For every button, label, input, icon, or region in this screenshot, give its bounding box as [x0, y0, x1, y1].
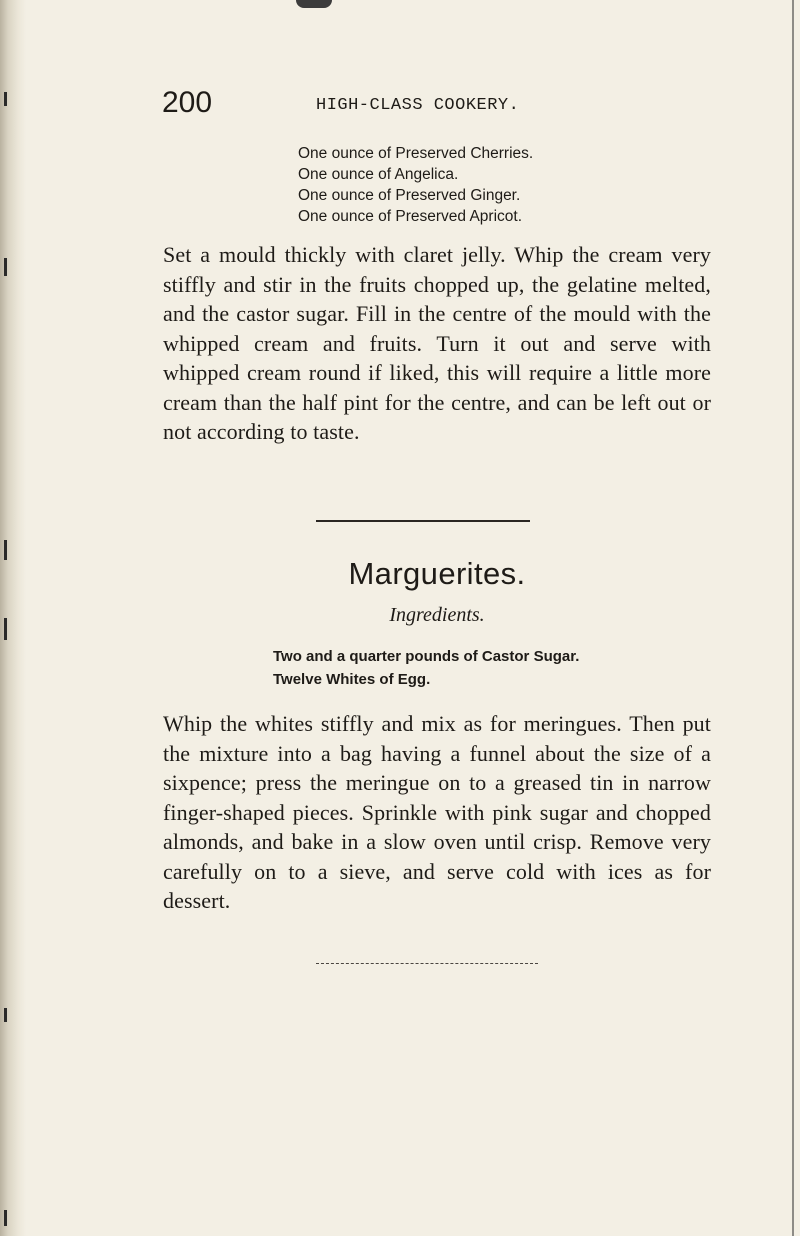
recipe-title: Marguerites.: [348, 556, 526, 591]
binding-mark: [4, 540, 7, 560]
page-number: 200: [162, 86, 213, 119]
ingredient-line: Twelve Whites of Egg.: [273, 671, 431, 688]
binding-mark: [4, 258, 7, 276]
binding-mark: [4, 1210, 7, 1226]
section-divider: [316, 520, 530, 522]
binding-mark: [4, 92, 7, 106]
ingredient-line: One ounce of Preserved Cherries.: [298, 145, 534, 162]
page-gutter-shadow: [0, 0, 26, 1236]
ingredient-list-marguerites: [273, 645, 713, 691]
page-edge-line: [792, 0, 794, 1236]
method-paragraph-marguerites: Whip the whites stiffly and mix as for meringues. Then put the mixture into a bag having a funnel about the size of a sixpence; press the meringue on to a greased tin in narrow finger-shaped pieces. Sprinkle with pink sugar and chopped almonds, and bake in a slow oven until crisp. Remove very carefully on to a sieve, and serve cold with ices as for dessert.: [163, 711, 711, 913]
ingredient-line: One ounce of Preserved Apricot.: [298, 208, 523, 225]
ingredients-heading: Ingredients.: [389, 604, 485, 626]
ink-blot: [296, 0, 332, 8]
ingredient-line: One ounce of Preserved Ginger.: [298, 187, 521, 204]
binding-mark: [4, 1008, 7, 1022]
ingredient-line: One ounce of Angelica.: [298, 166, 459, 183]
method-paragraph-previous: Set a mould thickly with claret jelly. Whip the cream very stiffly and stir in the fruits chopped up, the gelatine melted, and the castor sugar. Fill in the centre of the mould with the whipped cream and fruits. Turn it out and serve with whipped cream round if liked, this will require a little more cream than the half pint for the centre, and can be left out or not according to taste.: [163, 242, 711, 444]
end-divider: [316, 963, 538, 964]
page-header: [162, 88, 722, 124]
ingredient-list-top: [298, 143, 718, 227]
ingredient-line: Two and a quarter pounds of Castor Sugar.: [273, 648, 580, 665]
binding-mark: [4, 618, 7, 640]
running-head: HIGH-CLASS COOKERY.: [316, 96, 520, 115]
